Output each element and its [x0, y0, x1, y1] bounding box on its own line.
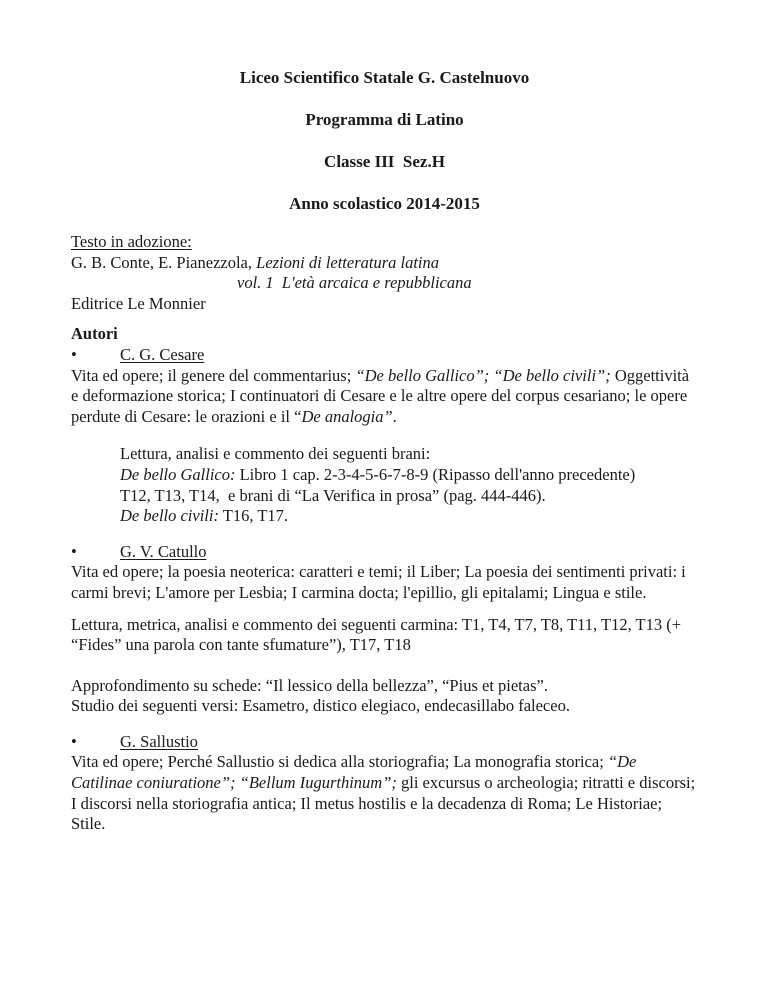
catullo-cards-line: Approfondimento su schede: “Il lessico della bellezza”, “Pius et pietas”. — [71, 675, 548, 695]
italic-run: De bello civili: — [120, 506, 219, 526]
catullo-overview: Vita ed opere; la poesia neoterica: caratteri e temi; il Liber; La poesia dei sentimenti privati: i carmi brevi; L'amore per Lesbia; I carmina docta; l'epillio, gli epitalami; Lingua e stile. — [71, 562, 690, 602]
text-run: Vita ed opere; il genere del commentarius; — [71, 365, 356, 385]
italic-run: De bello Gallico: — [120, 464, 236, 484]
adoption-heading: Testo in adozione: — [71, 232, 192, 251]
program-title: Programma di Latino — [305, 110, 464, 129]
reading-gallico-line — [120, 465, 698, 486]
sallustio-overview — [71, 752, 698, 834]
author-name-cesare: C. G. Cesare — [120, 344, 205, 364]
class-line: Classe III Sez.H — [324, 152, 445, 171]
adoption-heading-line — [71, 232, 698, 253]
italic-run: “De Catilinae coniuratione”; “Bellum Iugurthinum”; — [71, 752, 641, 793]
bullet-icon: • — [71, 344, 77, 364]
authors-heading: Autori — [71, 324, 118, 344]
text-run: Vita ed opere; Perché Sallustio si dedica alla storiografia; La monografia storica; — [71, 752, 608, 772]
school-year: Anno scolastico 2014-2015 — [289, 194, 480, 213]
catullo-reading: Lettura, metrica, analisi e commento dei seguenti carmina: T1, T4, T7, T8, T11, T12, T13 (+ “Fides” una parola con tante sfumature”), T17, T18 — [71, 614, 686, 655]
text-run: Oggettività e deformazione storica; I continuatori di Cesare e le altre opere del corpus cesariano; le opere perdute di Cesare: le orazioni e il “ — [71, 365, 694, 426]
author-item-catullo — [71, 542, 698, 563]
italic-run: “De bello Gallico”; “De bello civili”; — [355, 365, 611, 385]
reading-passages-line: T12, T13, T14, e brani di “La Verifica in prosa” (pag. 444-446). — [120, 485, 546, 505]
catullo-verses-line: Studio dei seguenti versi: Esametro, distico elegiaco, endecasillabo faleceo. — [71, 696, 570, 716]
reading-intro-line: Lettura, analisi e commento dei seguenti brani: — [120, 444, 431, 464]
author-name-sallustio: G. Sallustio — [120, 731, 198, 751]
italic-run: De analogia” — [301, 406, 393, 426]
text-run: G. B. Conte, E. Pianezzola, — [71, 252, 257, 272]
bullet-icon: • — [71, 541, 77, 561]
adoption-section — [71, 232, 698, 314]
reading-civili-line — [120, 506, 698, 527]
cesare-overview — [71, 366, 698, 428]
cesare-reading-block — [71, 444, 698, 526]
bullet-icon: • — [71, 731, 77, 751]
publisher-line: Editrice Le Monnier — [71, 293, 206, 313]
book-title: Lezioni di letteratura latina — [256, 252, 440, 272]
author-name-catullo: G. V. Catullo — [120, 541, 207, 561]
author-item-sallustio — [71, 732, 698, 753]
author-item-cesare — [71, 345, 698, 366]
text-run: gli excursus o archeologia; ritratti e discorsi; I discorsi nella storiografia antica; Il metus hostilis e la decadenza di Roma; Le Historiae; Stile. — [71, 773, 700, 834]
text-run: T16, T17. — [218, 506, 289, 526]
text-run: . — [392, 406, 397, 426]
adoption-book-line — [71, 253, 698, 274]
school-name: Liceo Scientifico Statale G. Castelnuovo — [239, 68, 530, 87]
text-run: Libro 1 cap. 2-3-4-5-6-7-8-9 (Ripasso dell'anno precedente) — [235, 464, 636, 484]
volume-line: vol. 1 L'età arcaica e repubblicana — [237, 273, 472, 293]
